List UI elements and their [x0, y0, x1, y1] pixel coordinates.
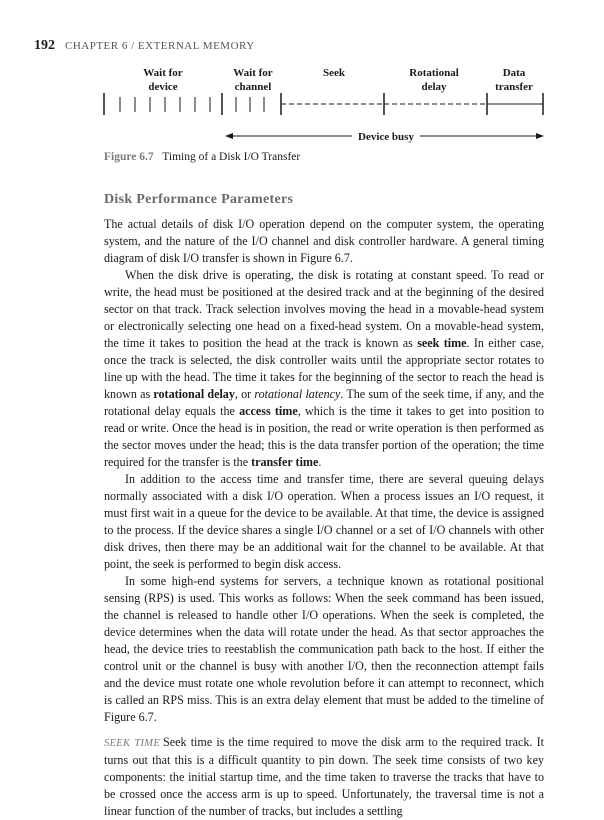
p2-text-e: , which is the time it takes to get into position to read or write. Once the head is in position, the read or write operation is then performed as the sector moves under the head; this is the data transfer portion of the operation; the time required for the transfer is the — [104, 404, 544, 469]
seek-time-text: Seek time is the time required to move the disk arm to the required track. It turns out that this is a difficult quantity to pin down. The seek time consists of two key components: the initial startup time, and the time taken to traverse the tracks that have to be crossed once the access arm is up to speed. Unfortunately, the traversal time is not a linear function of the number of tracks, but includes a settling — [104, 735, 544, 818]
label-wait-for-device-line1: Wait for — [143, 67, 183, 79]
label-seek: Seek — [323, 67, 345, 79]
seek-time-runin-heading: SEEK TIME — [104, 738, 161, 749]
term-rotational-latency: rotational latency — [254, 387, 341, 401]
section-heading: Disk Performance Parameters — [104, 192, 294, 207]
p2-text-b: . In either case, once the track is selected, the disk controller waits until the appropriate sector rotates to line up with the head. The time it takes for the beginning of the sector to reach the head is known as — [104, 336, 545, 401]
paragraph-1: The actual details of disk I/O operation depend on the computer system, the operating system, and the nature of the I/O channel and disk controller hardware. A general timing diagram of disk I/O transfer is shown in Figure 6.7. — [104, 217, 544, 265]
label-rotational-line2: delay — [421, 81, 447, 93]
term-rotational-delay: rotational delay — [153, 387, 235, 401]
figure-caption — [104, 151, 300, 163]
p2-text-a: When the disk drive is operating, the disk is rotating at constant speed. To read or write, the head must be positioned at the desired track and at the beginning of the desired sector on that track. Track selection involves moving the head in a movable-head system or electronically selecting one head on a fixed-head system. On a movable-head system, the time it takes to position the head at the track is known as — [104, 268, 544, 350]
p2-text-f: . — [318, 455, 322, 469]
paragraph-4: In some high-end systems for servers, a technique known as rotational positional sensing (RPS) is used. This works as follows: When the seek command has been issued, the channel is released to handle other I/O operations. When the seek is completed, the device determines when the data will rotate under the head. As that sector approaches the head, the device tries to reestablish the communication path back to the host. If either the control unit or the channel is busy with another I/O, then the reconnection attempt fails and the device must rotate one whole revolution before it can attempt to reconnect, which is called an RPS miss. This is an extra delay element that must be added to the timeline of Figure 6.7. — [104, 574, 544, 724]
device-busy-label: Device busy — [358, 131, 414, 143]
figure-number: Figure 6.7 — [104, 151, 154, 163]
page-number: 192 — [34, 38, 55, 53]
label-wait-for-device-line2: device — [148, 81, 178, 93]
term-seek-time: seek time — [417, 336, 467, 350]
term-access-time: access time — [239, 404, 298, 418]
label-wait-for-channel-line1: Wait for — [233, 67, 273, 79]
disk-io-timing-figure — [0, 0, 604, 150]
p2-text-c: , or — [234, 387, 255, 401]
paragraph-3: In addition to the access time and transfer time, there are several queuing delays normally associated with a disk I/O operation. When a process issues an I/O request, it must first wait in a queue for the device to be available. At that time, the device is assigned to the process. If the device shares a single I/O channel or a set of I/O channels with other disk drives, then there may be an additional wait for the channel to be available. At that point, the seek is performed to begin disk access. — [104, 472, 544, 571]
body-text — [104, 216, 544, 820]
label-wait-for-channel-line2: channel — [234, 81, 272, 93]
chapter-title: CHAPTER 6 / EXTERNAL MEMORY — [65, 40, 255, 52]
paragraph-seek-time — [104, 734, 544, 820]
term-transfer-time: transfer time — [251, 455, 319, 469]
paragraph-2 — [104, 267, 544, 471]
label-rotational-line1: Rotational — [409, 67, 459, 79]
label-data-line1: Data — [502, 67, 526, 79]
figure-caption-text: Timing of a Disk I/O Transfer — [162, 151, 301, 163]
p2-text-d: . The sum of the seek time, if any, and the rotational delay equals the — [104, 387, 545, 418]
label-data-line2: transfer — [495, 81, 533, 93]
